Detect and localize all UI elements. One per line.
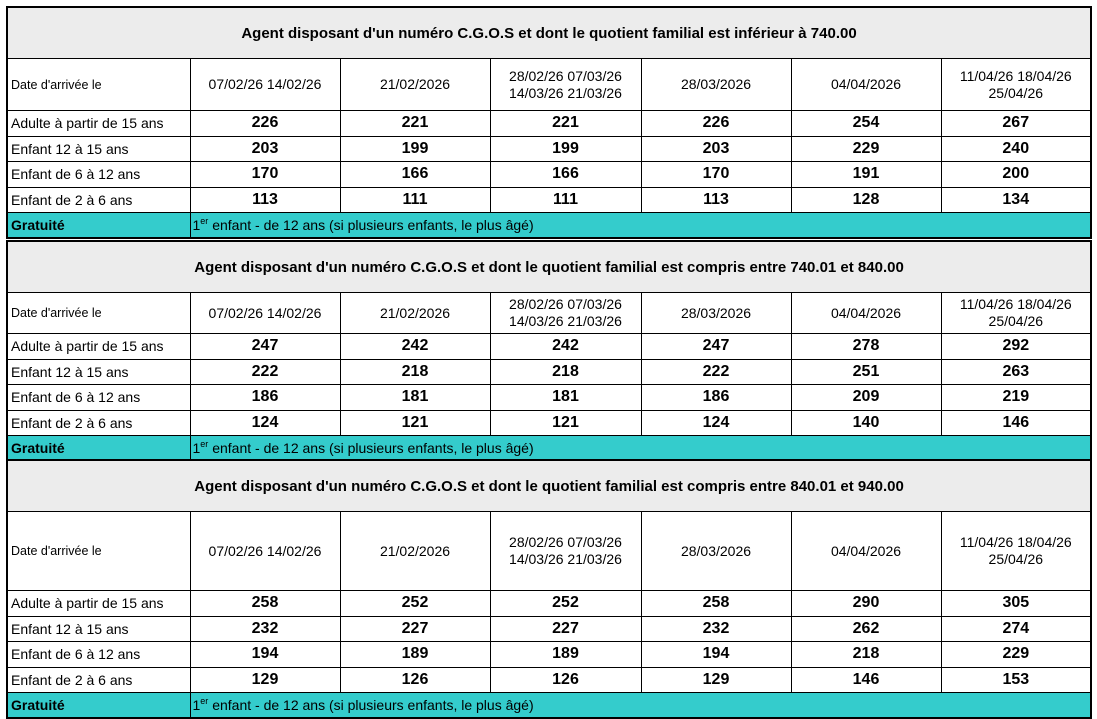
arrival-date-line: 07/02/26 14/02/26 bbox=[208, 76, 322, 92]
date-header-row bbox=[7, 293, 1091, 334]
gratuite-ordinal: 1 bbox=[192, 697, 201, 713]
price-cell: 221 bbox=[490, 111, 641, 137]
price-row-label: Enfant de 2 à 6 ans bbox=[7, 410, 190, 436]
price-cell: 232 bbox=[641, 616, 791, 642]
price-cell: 240 bbox=[941, 136, 1091, 162]
arrival-date-line: 28/02/26 07/03/26 bbox=[509, 296, 622, 312]
arrival-date bbox=[941, 512, 1091, 591]
price-cell: 113 bbox=[641, 187, 791, 213]
price-cell: 189 bbox=[490, 642, 641, 668]
arrival-date bbox=[791, 512, 941, 591]
gratuite-label: Gratuité bbox=[7, 213, 190, 239]
price-cell: 113 bbox=[190, 187, 340, 213]
price-row bbox=[7, 667, 1091, 693]
price-cell: 111 bbox=[490, 187, 641, 213]
arrival-date-line: 28/02/26 07/03/26 bbox=[509, 67, 622, 84]
arrival-date-line: 07/02/26 14/02/26 bbox=[208, 542, 322, 559]
gratuite-ordinal: 1 bbox=[192, 217, 201, 233]
price-cell: 262 bbox=[791, 616, 941, 642]
arrival-date bbox=[941, 59, 1091, 111]
price-cell: 251 bbox=[791, 359, 941, 385]
gratuite-row bbox=[7, 436, 1091, 462]
price-cell: 124 bbox=[641, 410, 791, 436]
price-cell: 203 bbox=[641, 136, 791, 162]
tariff-section bbox=[6, 240, 1092, 462]
arrival-date-line: 14/03/26 21/03/26 bbox=[509, 551, 622, 567]
price-cell: 218 bbox=[340, 359, 490, 385]
date-header-label: Date d'arrivée le bbox=[7, 293, 190, 334]
arrival-date-line: 25/04/26 bbox=[988, 313, 1044, 329]
gratuite-row bbox=[7, 213, 1091, 239]
tariff-table bbox=[6, 459, 1092, 719]
arrival-date-line: 04/04/2026 bbox=[830, 542, 902, 559]
gratuite-row bbox=[7, 693, 1091, 719]
arrival-date bbox=[190, 59, 340, 111]
price-cell: 153 bbox=[941, 667, 1091, 693]
arrival-date bbox=[791, 293, 941, 334]
arrival-date-line: 25/04/26 bbox=[988, 84, 1044, 101]
arrival-date-line: 21/02/2026 bbox=[379, 304, 451, 321]
arrival-date-line: 07/02/26 14/02/26 bbox=[208, 304, 322, 321]
price-cell: 278 bbox=[791, 334, 941, 360]
price-cell: 290 bbox=[791, 591, 941, 617]
price-cell: 242 bbox=[340, 334, 490, 360]
price-cell: 254 bbox=[791, 111, 941, 137]
price-cell: 124 bbox=[190, 410, 340, 436]
price-row bbox=[7, 162, 1091, 188]
price-cell: 186 bbox=[641, 385, 791, 411]
tariff-section bbox=[6, 6, 1092, 239]
date-header-row bbox=[7, 59, 1091, 111]
price-cell: 229 bbox=[791, 136, 941, 162]
price-cell: 199 bbox=[490, 136, 641, 162]
price-cell: 221 bbox=[340, 111, 490, 137]
price-row-label: Enfant 12 à 15 ans bbox=[7, 616, 190, 642]
arrival-date-line: 21/02/2026 bbox=[379, 542, 451, 559]
price-cell: 247 bbox=[190, 334, 340, 360]
price-row bbox=[7, 616, 1091, 642]
section-title-row bbox=[7, 460, 1091, 512]
price-row bbox=[7, 111, 1091, 137]
price-cell: 292 bbox=[941, 334, 1091, 360]
gratuite-description: enfant - de 12 ans (si plusieurs enfants, le plus âgé) bbox=[208, 217, 534, 233]
tariff-section bbox=[6, 459, 1092, 719]
arrival-date-line: 21/02/2026 bbox=[379, 76, 451, 92]
arrival-date-line: 11/04/26 18/04/26 bbox=[959, 67, 1072, 84]
price-cell: 121 bbox=[340, 410, 490, 436]
price-row bbox=[7, 359, 1091, 385]
price-cell: 219 bbox=[941, 385, 1091, 411]
price-cell: 242 bbox=[490, 334, 641, 360]
section-title-row bbox=[7, 7, 1091, 59]
price-cell: 186 bbox=[190, 385, 340, 411]
arrival-date bbox=[641, 293, 791, 334]
price-cell: 170 bbox=[641, 162, 791, 188]
arrival-date bbox=[490, 512, 641, 591]
arrival-date bbox=[791, 59, 941, 111]
gratuite-text bbox=[190, 436, 1091, 462]
arrival-date bbox=[490, 293, 641, 334]
price-row bbox=[7, 136, 1091, 162]
arrival-date-line: 28/03/2026 bbox=[680, 304, 752, 321]
price-cell: 226 bbox=[190, 111, 340, 137]
gratuite-description: enfant - de 12 ans (si plusieurs enfants, le plus âgé) bbox=[208, 697, 534, 713]
arrival-date-line: 28/03/2026 bbox=[680, 542, 752, 559]
price-cell: 129 bbox=[641, 667, 791, 693]
arrival-date-line: 11/04/26 18/04/26 bbox=[959, 534, 1072, 550]
arrival-date bbox=[490, 59, 641, 111]
section-title: Agent disposant d'un numéro C.G.O.S et dont le quotient familial est compris entre 740.01 et 840.00 bbox=[7, 241, 1091, 293]
arrival-date-line: 25/04/26 bbox=[988, 551, 1044, 567]
arrival-date bbox=[941, 293, 1091, 334]
price-row bbox=[7, 642, 1091, 668]
price-row bbox=[7, 385, 1091, 411]
gratuite-superscript: er bbox=[200, 439, 209, 449]
price-cell: 252 bbox=[340, 591, 490, 617]
arrival-date-line: 14/03/26 21/03/26 bbox=[509, 84, 622, 101]
price-cell: 267 bbox=[941, 111, 1091, 137]
price-cell: 258 bbox=[641, 591, 791, 617]
arrival-date bbox=[340, 512, 490, 591]
price-row bbox=[7, 187, 1091, 213]
price-cell: 128 bbox=[791, 187, 941, 213]
price-cell: 218 bbox=[791, 642, 941, 668]
price-cell: 140 bbox=[791, 410, 941, 436]
price-cell: 129 bbox=[190, 667, 340, 693]
price-cell: 258 bbox=[190, 591, 340, 617]
arrival-date bbox=[340, 59, 490, 111]
arrival-date bbox=[340, 293, 490, 334]
price-cell: 181 bbox=[490, 385, 641, 411]
price-cell: 222 bbox=[641, 359, 791, 385]
price-cell: 274 bbox=[941, 616, 1091, 642]
price-cell: 226 bbox=[641, 111, 791, 137]
price-cell: 227 bbox=[340, 616, 490, 642]
price-cell: 126 bbox=[340, 667, 490, 693]
price-cell: 199 bbox=[340, 136, 490, 162]
arrival-date-line: 28/03/2026 bbox=[680, 76, 752, 92]
price-cell: 111 bbox=[340, 187, 490, 213]
price-cell: 263 bbox=[941, 359, 1091, 385]
price-cell: 222 bbox=[190, 359, 340, 385]
price-row-label: Enfant de 2 à 6 ans bbox=[7, 187, 190, 213]
price-cell: 232 bbox=[190, 616, 340, 642]
price-row-label: Enfant de 6 à 12 ans bbox=[7, 162, 190, 188]
arrival-date-line: 04/04/2026 bbox=[830, 304, 902, 321]
price-cell: 166 bbox=[340, 162, 490, 188]
arrival-date bbox=[641, 512, 791, 591]
date-header-label: Date d'arrivée le bbox=[7, 512, 190, 591]
price-cell: 247 bbox=[641, 334, 791, 360]
price-cell: 209 bbox=[791, 385, 941, 411]
arrival-date bbox=[190, 512, 340, 591]
price-cell: 305 bbox=[941, 591, 1091, 617]
price-row-label: Enfant 12 à 15 ans bbox=[7, 136, 190, 162]
price-cell: 194 bbox=[190, 642, 340, 668]
price-row-label: Adulte à partir de 15 ans bbox=[7, 111, 190, 137]
price-cell: 227 bbox=[490, 616, 641, 642]
arrival-date-line: 14/03/26 21/03/26 bbox=[509, 313, 622, 329]
price-cell: 121 bbox=[490, 410, 641, 436]
section-title: Agent disposant d'un numéro C.G.O.S et dont le quotient familial est inférieur à 740.00 bbox=[7, 7, 1091, 59]
arrival-date-line: 28/02/26 07/03/26 bbox=[509, 534, 622, 550]
price-cell: 200 bbox=[941, 162, 1091, 188]
price-row-label: Adulte à partir de 15 ans bbox=[7, 591, 190, 617]
gratuite-description: enfant - de 12 ans (si plusieurs enfants, le plus âgé) bbox=[208, 440, 534, 456]
section-title: Agent disposant d'un numéro C.G.O.S et dont le quotient familial est compris entre 840.01 et 940.00 bbox=[7, 460, 1091, 512]
section-title-row bbox=[7, 241, 1091, 293]
price-cell: 126 bbox=[490, 667, 641, 693]
gratuite-superscript: er bbox=[200, 216, 209, 226]
gratuite-text bbox=[190, 693, 1091, 719]
price-row-label: Enfant de 6 à 12 ans bbox=[7, 385, 190, 411]
arrival-date bbox=[641, 59, 791, 111]
arrival-date-line: 04/04/2026 bbox=[830, 76, 902, 92]
price-cell: 189 bbox=[340, 642, 490, 668]
price-row-label: Enfant 12 à 15 ans bbox=[7, 359, 190, 385]
price-cell: 218 bbox=[490, 359, 641, 385]
price-cell: 166 bbox=[490, 162, 641, 188]
price-cell: 203 bbox=[190, 136, 340, 162]
price-cell: 252 bbox=[490, 591, 641, 617]
gratuite-ordinal: 1 bbox=[192, 440, 201, 456]
price-row bbox=[7, 410, 1091, 436]
price-cell: 170 bbox=[190, 162, 340, 188]
price-cell: 229 bbox=[941, 642, 1091, 668]
price-cell: 134 bbox=[941, 187, 1091, 213]
price-row-label: Enfant de 2 à 6 ans bbox=[7, 667, 190, 693]
price-cell: 194 bbox=[641, 642, 791, 668]
price-row-label: Adulte à partir de 15 ans bbox=[7, 334, 190, 360]
price-row bbox=[7, 591, 1091, 617]
price-cell: 146 bbox=[941, 410, 1091, 436]
gratuite-label: Gratuité bbox=[7, 436, 190, 462]
gratuite-superscript: er bbox=[200, 696, 209, 706]
tariff-table bbox=[6, 6, 1092, 239]
arrival-date bbox=[190, 293, 340, 334]
price-cell: 146 bbox=[791, 667, 941, 693]
arrival-date-line: 11/04/26 18/04/26 bbox=[959, 296, 1072, 312]
date-header-row bbox=[7, 512, 1091, 591]
gratuite-label: Gratuité bbox=[7, 693, 190, 719]
price-cell: 191 bbox=[791, 162, 941, 188]
date-header-label: Date d'arrivée le bbox=[7, 59, 190, 111]
gratuite-text bbox=[190, 213, 1091, 239]
price-row bbox=[7, 334, 1091, 360]
price-cell: 181 bbox=[340, 385, 490, 411]
tariff-table bbox=[6, 240, 1092, 462]
price-row-label: Enfant de 6 à 12 ans bbox=[7, 642, 190, 668]
